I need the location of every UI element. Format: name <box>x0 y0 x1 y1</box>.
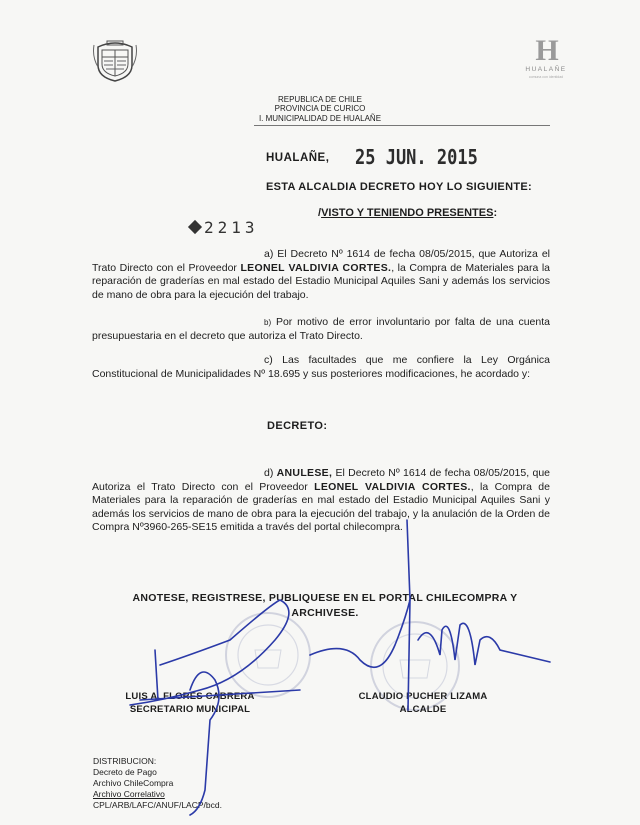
para-a-supplier: LEONEL VALDIVIA CORTES. <box>240 261 392 274</box>
paragraph-a <box>92 248 550 302</box>
para-a-text1: El Decreto Nº 1614 de fecha 08/05/2015, que Autoriza el Trato Directo con el Proveedor <box>92 248 550 274</box>
closing-line-2: ARCHIVESE. <box>291 607 359 619</box>
distribution-item: Archivo ChileCompra <box>93 778 174 788</box>
mayor-name: CLAUDIO PUCHER LIZAMA <box>358 691 488 702</box>
para-b-text: Por motivo de error involuntario por falta de una cuenta presupuestaria en el decreto que autoriza el Trato Directo. <box>92 316 550 342</box>
visto-text: VISTO Y TENIENDO PRESENTES <box>321 207 494 219</box>
hualane-logo <box>520 36 572 79</box>
visto-heading <box>318 207 497 219</box>
para-d-text2: , la Compra de Materiales para la reparación de graderías en mal estado del Estadio Municipal Aquiles Sani y además los servicios de mano de obra para la ejecución del trabajo, y la anulación de la Orden de Compra Nº3960-265-SE15 emitida a través del portal chilecompra. <box>92 480 550 533</box>
secretary-title: SECRETARIO MUNICIPAL <box>129 704 251 715</box>
header-municipality: I. MUNICIPALIDAD DE HUALAÑE <box>258 114 382 123</box>
para-d-supplier: LEONEL VALDIVIA CORTES. <box>314 480 471 493</box>
header-republic: REPUBLICA DE CHILE <box>277 95 363 104</box>
secretary-name: LUIS A. FLORES CABRERA <box>125 691 255 702</box>
para-d-text1: El Decreto Nº 1614 de fecha 08/05/2015, que Autoriza el Trato Directo con el Proveedor <box>92 467 550 493</box>
place-name: HUALAÑE, <box>266 152 330 164</box>
stamp-mark-icon <box>188 220 202 234</box>
municipal-crest-icon <box>92 37 138 83</box>
para-d-label: d) <box>264 467 274 479</box>
header-rule <box>254 125 550 126</box>
date-stamp: 25 JUN. 2015 <box>355 146 478 170</box>
visto-slash: / <box>318 207 322 219</box>
decree-number: 2213 <box>204 218 259 237</box>
decree-heading: ESTA ALCALDIA DECRETO HOY LO SIGUIENTE: <box>266 181 532 193</box>
closing-formula <box>100 591 550 621</box>
secretary-seal-icon <box>226 613 310 697</box>
paragraph-b <box>92 316 550 343</box>
para-a-text2: , la Compra de Materiales para la reparación de graderías en mal estado del Estadio Municipal Aquiles Sani y además los servicios de mano de obra para la ejecución del trabajo. <box>92 261 551 301</box>
visto-colon: : <box>493 207 498 219</box>
distribution-item: Archivo Correlativo <box>93 789 165 799</box>
para-b-label: b) <box>264 318 272 327</box>
distribution-item: CPL/ARB/LAFC/ANUF/LACP/bcd. <box>93 800 222 810</box>
signature-secretary <box>105 690 275 716</box>
logo-name: HUALAÑE <box>525 66 567 73</box>
para-d-anulese: ANULESE, <box>276 467 333 479</box>
decreto-heading: DECRETO: <box>267 420 328 432</box>
paragraph-d <box>92 467 550 535</box>
logo-mark: H <box>535 34 557 67</box>
para-a-label: a) <box>264 248 274 260</box>
distribution-item: Decreto de Pago <box>93 767 157 777</box>
para-c-label: c) <box>264 354 273 366</box>
distribution-list <box>93 756 222 811</box>
logo-tagline: comuna con identidad <box>528 75 564 79</box>
distribution-title: DISTRIBUCION: <box>93 756 157 766</box>
header-province: PROVINCIA DE CURICO <box>274 104 366 113</box>
signature-mayor <box>338 690 508 716</box>
closing-line-1: ANOTESE, REGISTRESE, PUBLIQUESE EN EL PORTAL CHILECOMPRA Y <box>132 592 518 604</box>
mayor-title: ALCALDE <box>399 704 447 715</box>
para-c-text: Las facultades que me confiere la Ley Orgánica Constitucional de Municipalidades Nº 18.695 y sus posteriores modificaciones, he acordado y: <box>92 354 550 380</box>
paragraph-c <box>92 354 550 381</box>
